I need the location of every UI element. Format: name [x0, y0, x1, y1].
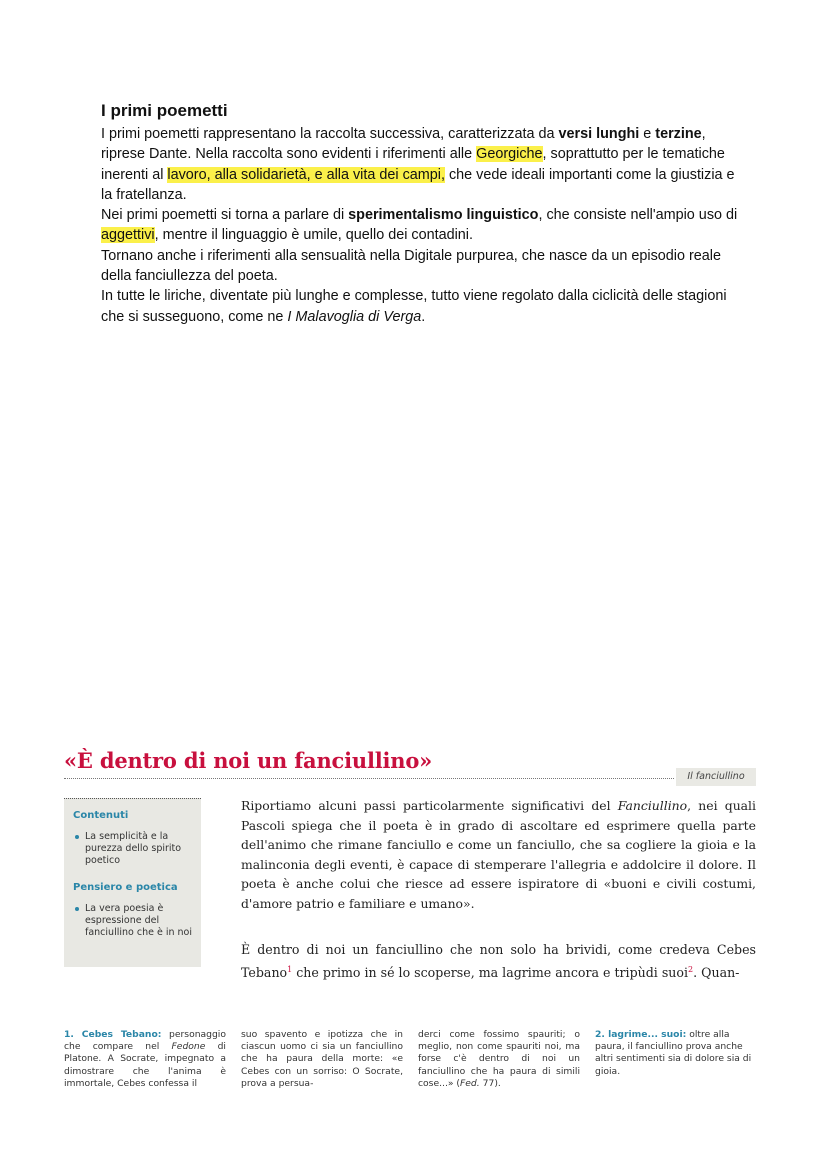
footnote-column-1 — [64, 1029, 226, 1090]
text: . Quan- — [693, 964, 740, 980]
footnote-ref-2[interactable]: 2 — [688, 964, 694, 974]
sidebar-box — [64, 798, 201, 967]
italic-text: Fanciullino — [617, 798, 688, 813]
text: I primi poemetti rappresentano la raccolta successiva, caratterizzata da — [101, 126, 559, 142]
notes-paragraph-2 — [101, 205, 741, 246]
highlighted-text: aggettivi — [101, 227, 155, 244]
list-item: La vera poesia è espressione del fanciullino che è in noi — [73, 903, 197, 939]
textbook-excerpt — [0, 740, 828, 1170]
highlighted-text: lavoro, alla solidarietà, e alla vita dei campi, — [167, 166, 445, 183]
main-text — [241, 940, 756, 982]
notes-paragraph-4 — [101, 286, 741, 327]
footnote-column-3 — [418, 1029, 580, 1090]
bold-text: terzine — [655, 126, 702, 142]
intro-paragraph — [241, 796, 756, 914]
italic-text: Fedone — [171, 1041, 206, 1053]
footnote-label-1: 1. Cebes Tebano: — [64, 1029, 162, 1040]
text: , mentre il linguaggio è umile, quello dei contadini. — [154, 227, 473, 244]
text: , soprattutto per le tematiche inerenti al — [101, 146, 725, 183]
text: 77). — [479, 1077, 501, 1089]
text: e — [639, 126, 656, 142]
notes-paragraph-3: Tornano anche i riferimenti alla sensualità nella Digitale purpurea, che nasce da un episodio reale della fanciullezza del poeta. — [101, 247, 721, 285]
text: di Platone. A Socrate, impegnato a dimostrare che l'anima è immortale, Cebes confessa il — [64, 1041, 226, 1089]
footnote-column-2: suo spavento e ipotizza che in ciascun uomo ci sia un fanciullino che ha paura della morte: «e Cebes con un sorriso: O Socrate, prova a persua- — [241, 1029, 403, 1089]
sidebar-list-contenuti — [73, 831, 197, 867]
bold-text: versi lunghi — [558, 126, 640, 142]
sidebar-heading-contenuti: Contenuti — [73, 810, 129, 821]
source-tag: Il fanciullino — [676, 768, 756, 786]
notes-title: I primi poemetti — [101, 101, 228, 120]
title-divider — [64, 778, 674, 779]
text: , riprese Dante. Nella raccolta sono evidenti i riferimenti alle — [101, 126, 706, 163]
text: personaggio che compare nel — [64, 1029, 226, 1053]
sidebar-heading-pensiero: Pensiero e poetica — [73, 882, 178, 893]
sidebar-list-pensiero — [73, 903, 197, 939]
bold-text: sperimentalismo linguistico — [348, 207, 539, 224]
footnote-ref-1[interactable]: 1 — [287, 964, 293, 974]
text: , nei quali Pascoli spiega che il poeta è in grado di ascoltare ed esprimere quella parte dell'animo che rimane fanciullo e come un fanciullo, che sa cogliere la gioia e la malinconia degli eventi, è capace di stemperare l'allegria e addolcire il dolore. Il poeta è anche colui che riesce ad essere ispiratore di «buoni e civili costumi, d'amore patrio e familiare e umano». — [241, 798, 756, 911]
text: Nei primi poemetti si torna a parlare di — [101, 207, 349, 224]
notes-section — [101, 100, 741, 327]
text: Riportiamo alcuni passi particolarmente significativi del — [241, 798, 618, 813]
footnote-label-2: 2. lagrime... suoi: — [595, 1029, 687, 1040]
italic-text: Fed. — [460, 1077, 480, 1089]
list-item: La semplicità e la purezza dello spirito poetico — [73, 831, 197, 867]
text: . — [421, 308, 426, 325]
text: , che consiste nell'ampio uso di — [538, 207, 738, 224]
text: In tutte le liriche, diventate più lunghe e complesse, tutto viene regolato dalla ciclicità delle stagioni che si susseguono, come ne — [101, 288, 727, 325]
text: che vede ideali importanti come la giustizia e la fratellanza. — [101, 166, 735, 203]
text: È dentro di noi un fanciullino che non solo ha brividi, come credeva Cebes Tebano — [241, 942, 756, 980]
highlighted-text: Georgiche — [476, 146, 543, 163]
excerpt-title: «È dentro di noi un fanciullino» — [64, 748, 433, 773]
text: che primo in sé lo scoperse, ma lagrime ancora e tripùdi suoi — [292, 964, 689, 980]
text: oltre alla paura, il fanciullino prova anche altri sentimenti sia di dolore sia di gioia. — [595, 1029, 752, 1077]
notes-paragraph-1 — [101, 124, 741, 205]
footnote-column-4 — [595, 1029, 757, 1078]
italic-text: I Malavoglia di Verga — [287, 308, 422, 325]
text: derci come fossimo spauriti; o meglio, non come spauriti noi, ma forse c'è dentro di noi un fanciullino che ha paura di simili cose...» ( — [418, 1029, 580, 1089]
